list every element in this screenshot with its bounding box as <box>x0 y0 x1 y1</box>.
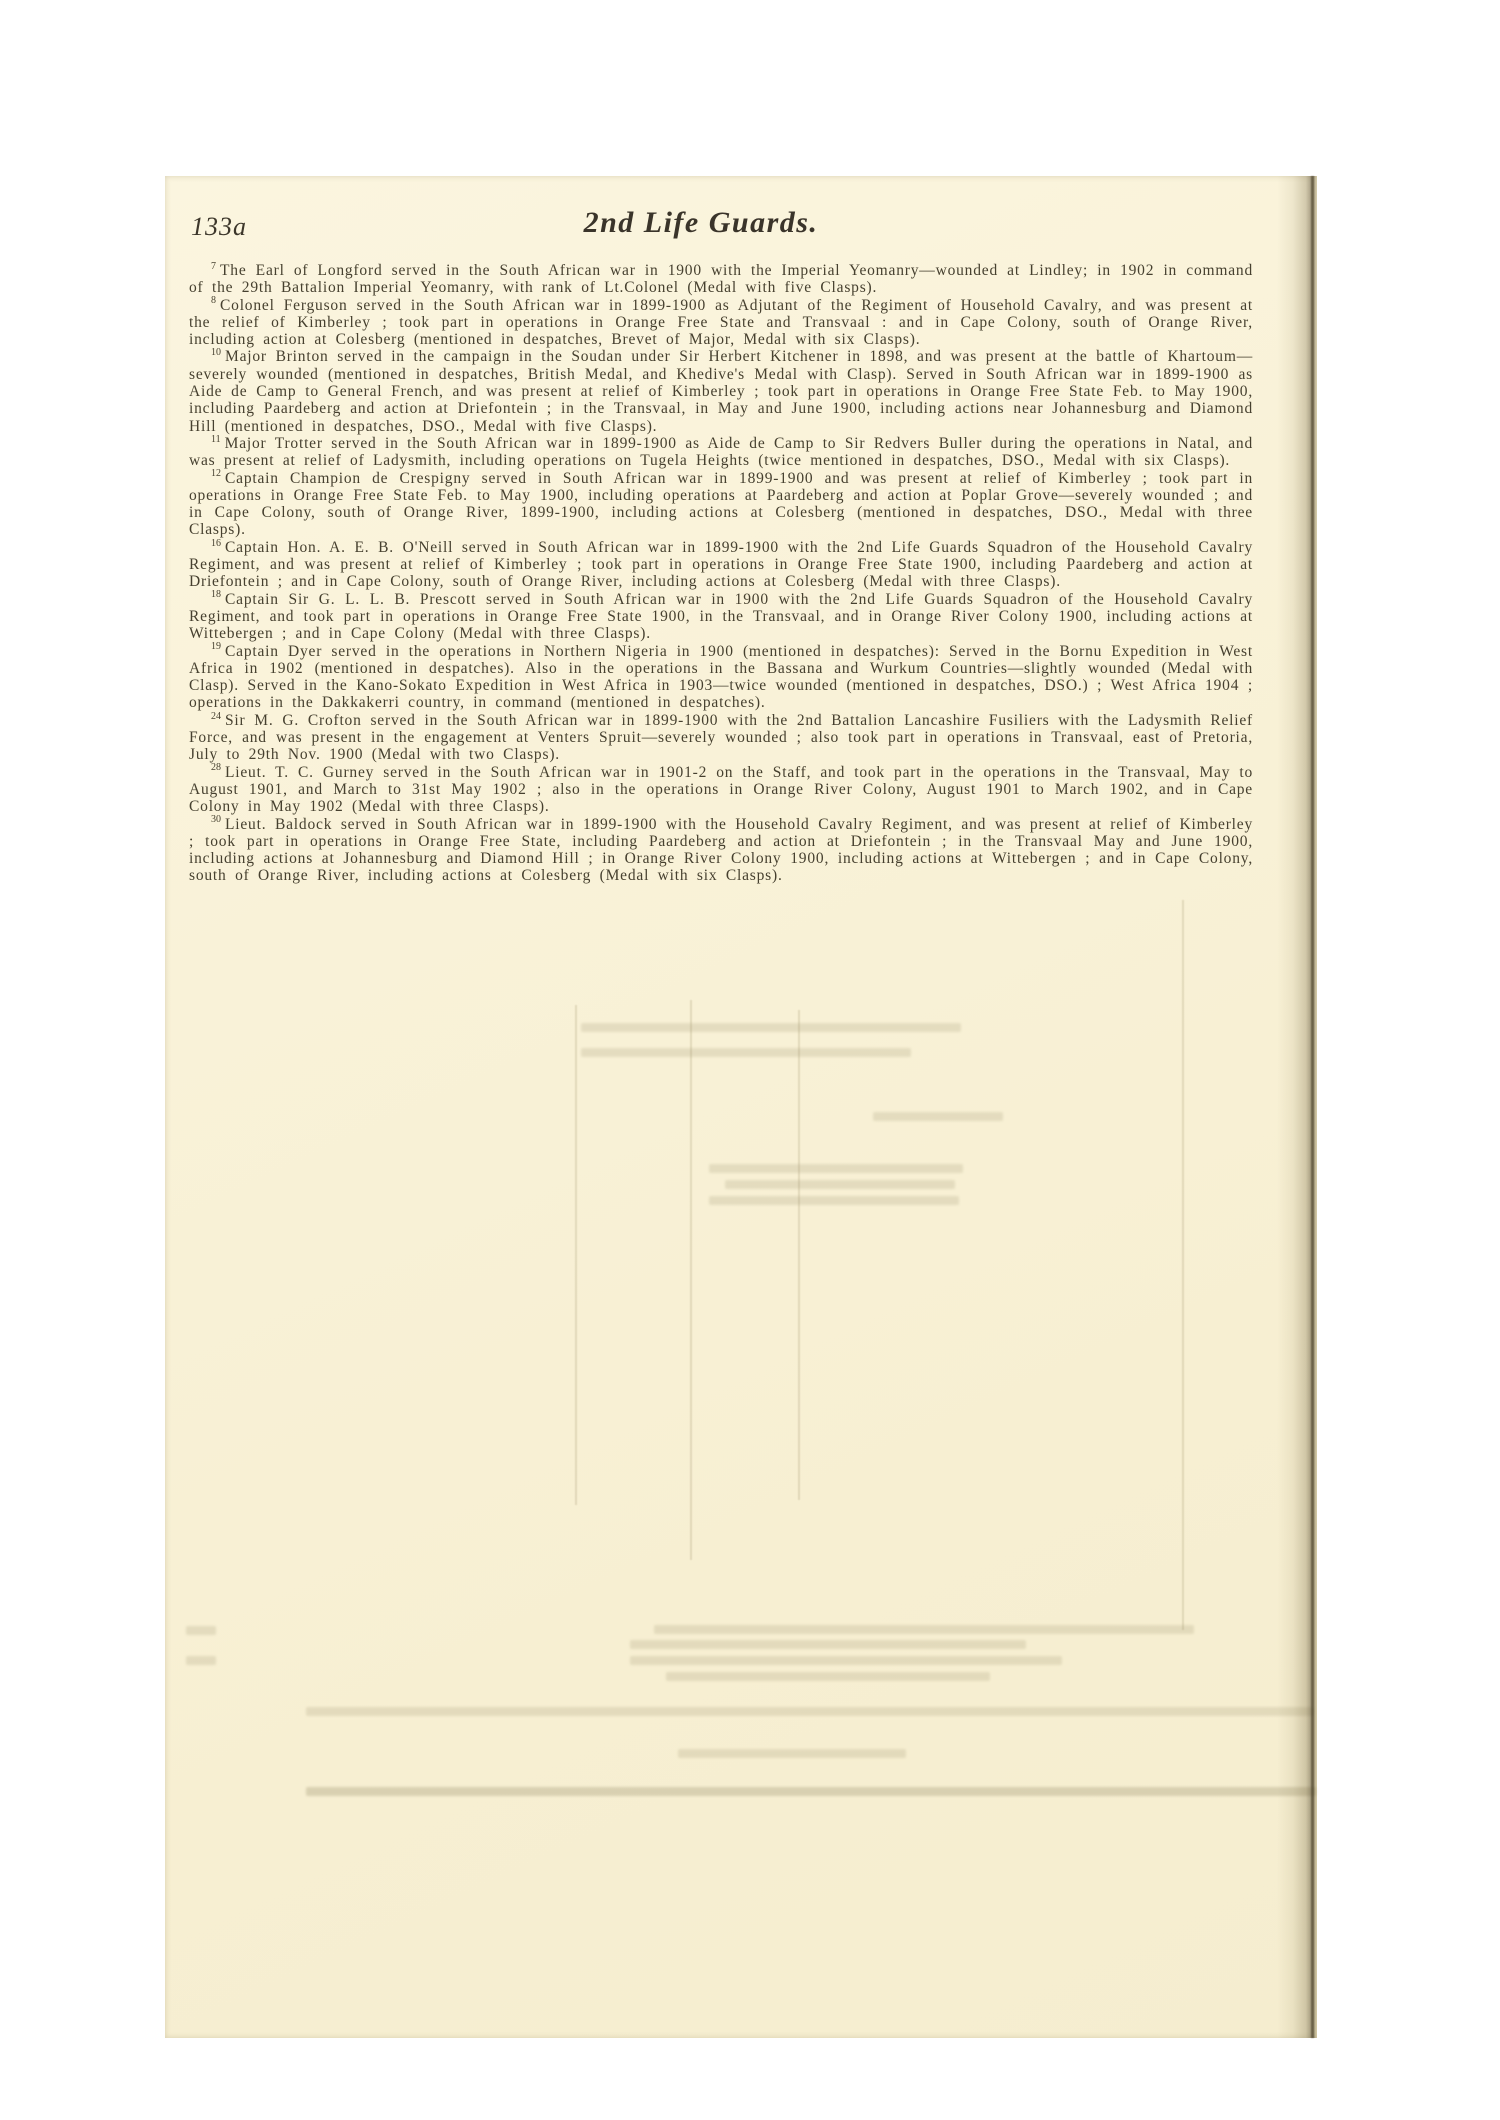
footnote-number: 28 <box>211 762 221 774</box>
footnote-paragraph <box>189 539 1253 591</box>
footnote-text: Lieut. T. C. Gurney served in the South African war in 1901-2 on the Staff, and took part in the operations in the Transvaal, May to August 1901, and March to 31st May 1902 ; also in the operations in Orange River Colony, August 1901 to March 1902, and in Cape Colony in May 1902 (Medal with three Clasps). <box>189 763 1253 816</box>
footnote-text: Sir M. G. Crofton served in the South African war in 1899-1900 with the 2nd Battalion Lancashire Fusiliers with the Ladysmith Relief Force, and was present in the engagement at Venters Spruit—severely wounded ; also took part in operations in Transvaal, east of Pretoria, July to 29th Nov. 1900 (Medal with two Clasps). <box>189 711 1253 764</box>
footnote-number: 19 <box>211 641 221 653</box>
folio-number: 133a <box>191 212 247 241</box>
footnote-paragraph <box>189 297 1253 349</box>
footnote-text: Major Brinton served in the campaign in the Soudan under Sir Herbert Kitchener in 1898, and was present at the battle of Khartoum—severely wounded (mentioned in despatches, British Medal, and Khedive's Medal with Clasp). Served in South African war in 1899-1900 as Aide de Camp to General French, and was present at relief of Kimberley ; took part in operations in Orange Free State Feb. to May 1900, including Paardeberg and action at Driefontein ; in the Transvaal, in May and June 1900, including actions near Johannesburg and Diamond Hill (mentioned in despatches, DSO., Medal with five Clasps). <box>189 348 1253 435</box>
footnote-number: 30 <box>211 814 221 826</box>
footnote-number: 8 <box>211 295 216 307</box>
footnote-paragraph <box>189 816 1253 885</box>
footnote-paragraph <box>189 262 1253 297</box>
footnote-number: 24 <box>211 710 221 722</box>
bleedthrough-smudge <box>306 1707 1314 1716</box>
bleedthrough-smudge <box>581 1023 961 1032</box>
bleedthrough-smudge <box>581 1048 911 1057</box>
footnote-paragraph <box>189 435 1253 470</box>
footnote-number: 18 <box>211 589 221 601</box>
bleedthrough-rule <box>690 1000 692 1560</box>
footnote-text: Captain Hon. A. E. B. O'Neill served in South African war in 1899-1900 with the 2nd Life Guards Squadron of the Household Cavalry Regiment, and was present at relief of Kimberley ; took part in operations in Orange Free State 1900, including Paardeberg and action at Driefontein ; and in Cape Colony, south of Orange River, including actions at Colesberg (Medal with three Clasps). <box>189 538 1253 591</box>
footnote-number: 11 <box>211 433 221 445</box>
footnote-text: Colonel Ferguson served in the South African war in 1899-1900 as Adjutant of the Regiment of Household Cavalry, and was present at the relief of Kimberley ; took part in operations in Orange Free State and Transvaal : and in Cape Colony, south of Orange River, including action at Colesberg (mentioned in despatches, Brevet of Major, Medal with six Clasps). <box>189 296 1253 349</box>
bleedthrough-rule <box>575 1005 577 1505</box>
footnote-paragraph <box>189 764 1253 816</box>
footnotes-block <box>189 262 1253 885</box>
footnote-text: Lieut. Baldock served in South African war in 1899-1900 with the Household Cavalry Regiment, and was present at relief of Kimberley ; took part in operations in Orange Free State, including Paardeberg and action at Driefontein ; in the Transvaal May and June 1900, including actions at Johannesburg and Diamond Hill ; in Orange River Colony 1900, including actions at Wittebergen ; and in Cape Colony, south of Orange River, including actions at Colesberg (Medal with six Clasps). <box>189 815 1253 885</box>
bleedthrough-smudge <box>725 1180 955 1189</box>
footnote-paragraph <box>189 470 1253 539</box>
bleedthrough-smudge <box>186 1626 216 1635</box>
footnote-number: 12 <box>211 468 221 480</box>
footnote-text: Captain Sir G. L. L. B. Prescott served in South African war in 1900 with the 2nd Life Guards Squadron of the Household Cavalry Regiment, and took part in operations in Orange Free State 1900, in the Transvaal, and in Orange River Colony 1900, including actions at Wittebergen ; and in Cape Colony (Medal with three Clasps). <box>189 590 1253 643</box>
footnote-text: Major Trotter served in the South African war in 1899-1900 as Aide de Camp to Sir Redvers Buller during the operations in Natal, and was present at relief of Ladysmith, including operations on Tugela Heights (twice mentioned in despatches, DSO., Medal with six Clasps). <box>189 434 1253 470</box>
footnote-paragraph <box>189 643 1253 712</box>
bleedthrough-smudge <box>873 1112 1003 1121</box>
bleedthrough-smudge <box>709 1196 959 1205</box>
footnote-paragraph <box>189 591 1253 643</box>
bleedthrough-smudge <box>678 1749 906 1758</box>
book-page <box>165 176 1317 2038</box>
footnote-text: Captain Champion de Crespigny served in South African war in 1899-1900 and was present at relief of Kimberley ; took part in operations in Orange Free State Feb. to May 1900, including operations at Paardeberg and action at Poplar Grove—severely wounded ; and in Cape Colony, south of Orange River, 1899-1900, including actions at Colesberg (mentioned in despatches, DSO., Medal with three Clasps). <box>189 469 1253 539</box>
bleedthrough-smudge <box>306 1787 1316 1796</box>
bleedthrough-smudge <box>630 1640 1026 1649</box>
page-edge-line <box>1311 176 1314 2038</box>
bleedthrough-smudge <box>709 1164 963 1173</box>
bleedthrough-smudge <box>186 1656 216 1665</box>
footnote-paragraph <box>189 712 1253 764</box>
bleedthrough-smudge <box>630 1656 1062 1665</box>
bleedthrough-smudge <box>654 1625 1194 1634</box>
page-title: 2nd Life Guards. <box>583 206 819 239</box>
bleedthrough-smudge <box>666 1672 990 1681</box>
footnote-paragraph <box>189 348 1253 434</box>
footnote-number: 7 <box>211 260 216 272</box>
footnote-number: 16 <box>211 537 221 549</box>
bleedthrough-rule <box>1182 900 1184 1630</box>
footnote-number: 10 <box>211 347 221 359</box>
footnote-text: The Earl of Longford served in the South African war in 1900 with the Imperial Yeomanry—wounded at Lindley; in 1902 in command of the 29th Battalion Imperial Yeomanry, with rank of Lt.Colonel (Medal with five Clasps). <box>189 262 1253 297</box>
bleedthrough-rule <box>798 1010 800 1500</box>
footnote-text: Captain Dyer served in the operations in Northern Nigeria in 1900 (mentioned in despatches): Served in the Bornu Expedition in West Africa in 1902 (mentioned in despatches). Also in the operations in the Bassana and Wurkum Countries—slightly wounded (Medal with Clasp). Served in the Kano-Sokato Expedition in West Africa in 1903—twice wounded (mentioned in despatches, DSO.) ; West Africa 1904 ; operations in the Dakkakerri country, in command (mentioned in despatches). <box>189 642 1253 712</box>
